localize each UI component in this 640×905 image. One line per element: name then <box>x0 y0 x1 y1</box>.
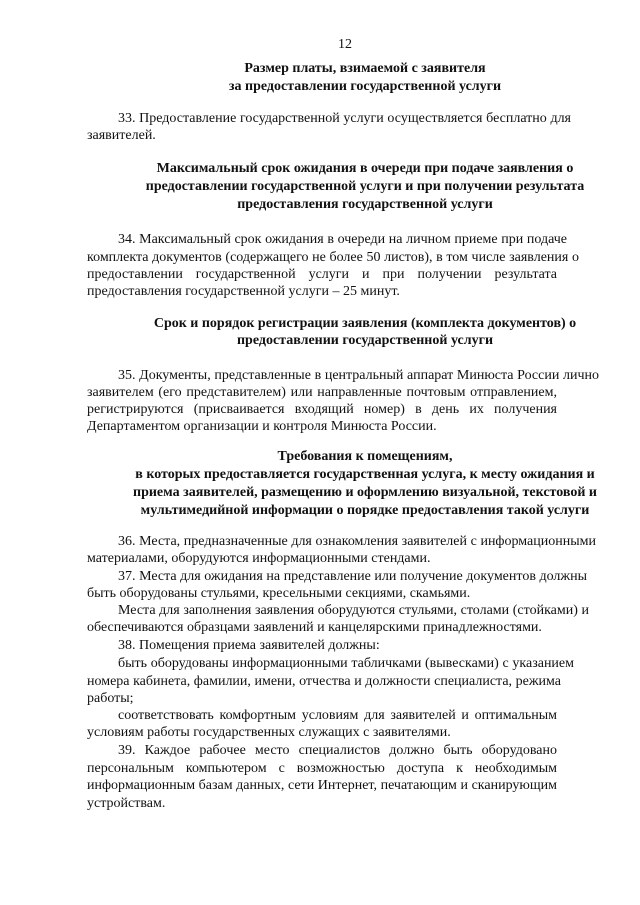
paragraph-line: 33. Предоставление государственной услуги осуществляется бесплатно для <box>118 111 571 126</box>
paragraph-line: 36. Места, предназначенные для ознакомления заявителей с информационными <box>118 534 596 549</box>
paragraph-line: предоставления государственной услуги – 25 минут. <box>87 284 400 299</box>
paragraph-line: Департаментом организации и контроля Минюста России. <box>87 419 437 434</box>
paragraph-line: заявителей. <box>87 128 156 143</box>
paragraph-line: 34. Максимальный срок ожидания в очереди на личном приеме при подаче <box>118 232 567 247</box>
section-heading-line: предоставлении государственной услуги <box>236 333 494 348</box>
paragraph-line: регистрируются (присваивается входящий номер) в день их получения <box>87 402 557 417</box>
paragraph-line: быть оборудованы информационными табличками (вывесками) с указанием <box>118 656 574 671</box>
paragraph-line: предоставлении государственной услуги и при получении результата <box>87 267 557 282</box>
paragraph-line: персональным компьютером с возможностью доступа к необходимым <box>87 761 557 776</box>
paragraph-line: устройствам. <box>87 796 166 811</box>
paragraph-line: заявителем (его представителем) или направленные почтовым отправлением, <box>87 385 557 400</box>
paragraph-line: комплекта документов (содержащего не более 50 листов), в том числе заявления о <box>87 250 579 265</box>
paragraph-line: Места для заполнения заявления оборудуются стульями, столами (стойками) и <box>118 603 589 618</box>
section-heading-line: предоставления государственной услуги <box>237 197 493 212</box>
paragraph-line: 38. Помещения приема заявителей должны: <box>118 638 380 653</box>
paragraph-line: соответствовать комфортным условиям для заявителей и оптимальным <box>118 708 557 723</box>
section-heading-line: Максимальный срок ожидания в очереди при подаче заявления о <box>156 161 574 176</box>
section-heading-line: Требования к помещениям, <box>277 449 453 464</box>
paragraph-line: материалами, оборудуются информационными стендами. <box>87 551 431 566</box>
paragraph-line: 35. Документы, представленные в центральный аппарат Минюста России лично <box>118 368 599 383</box>
paragraph-line: 39. Каждое рабочее место специалистов должно быть оборудовано <box>118 743 557 758</box>
section-heading-line: предоставлении государственной услуги и при получении результата <box>145 179 585 194</box>
section-heading-line: Срок и порядок регистрации заявления (комплекта документов) о <box>153 316 577 331</box>
section-heading-line: Размер платы, взимаемой с заявителя <box>244 61 486 76</box>
section-heading-line: мультимедийной информации о порядке предоставления такой услуги <box>140 503 590 518</box>
paragraph-line: 37. Места для ожидания на представление или получение документов должны <box>118 569 587 584</box>
section-heading-line: в которых предоставляется государственная услуга, к месту ожидания и <box>135 467 595 482</box>
paragraph-line: условиям работы государственных служащих с заявителями. <box>87 725 451 740</box>
paragraph-line: быть оборудованы стульями, кресельными секциями, скамьями. <box>87 586 471 601</box>
paragraph-line: работы; <box>87 691 134 706</box>
page-number: 12 <box>338 37 352 52</box>
paragraph-line: информационным базам данных, сети Интернет, печатающим и сканирующим <box>87 778 557 793</box>
section-heading-line: приема заявителей, размещению и оформлению визуальной, текстовой и <box>133 485 597 500</box>
section-heading-line: за предоставлении государственной услуги <box>228 79 502 94</box>
paragraph-line: номера кабинета, фамилии, имени, отчества и должности специалиста, режима <box>87 674 561 689</box>
paragraph-line: обеспечиваются образцами заявлений и канцелярскими принадлежностями. <box>87 620 542 635</box>
